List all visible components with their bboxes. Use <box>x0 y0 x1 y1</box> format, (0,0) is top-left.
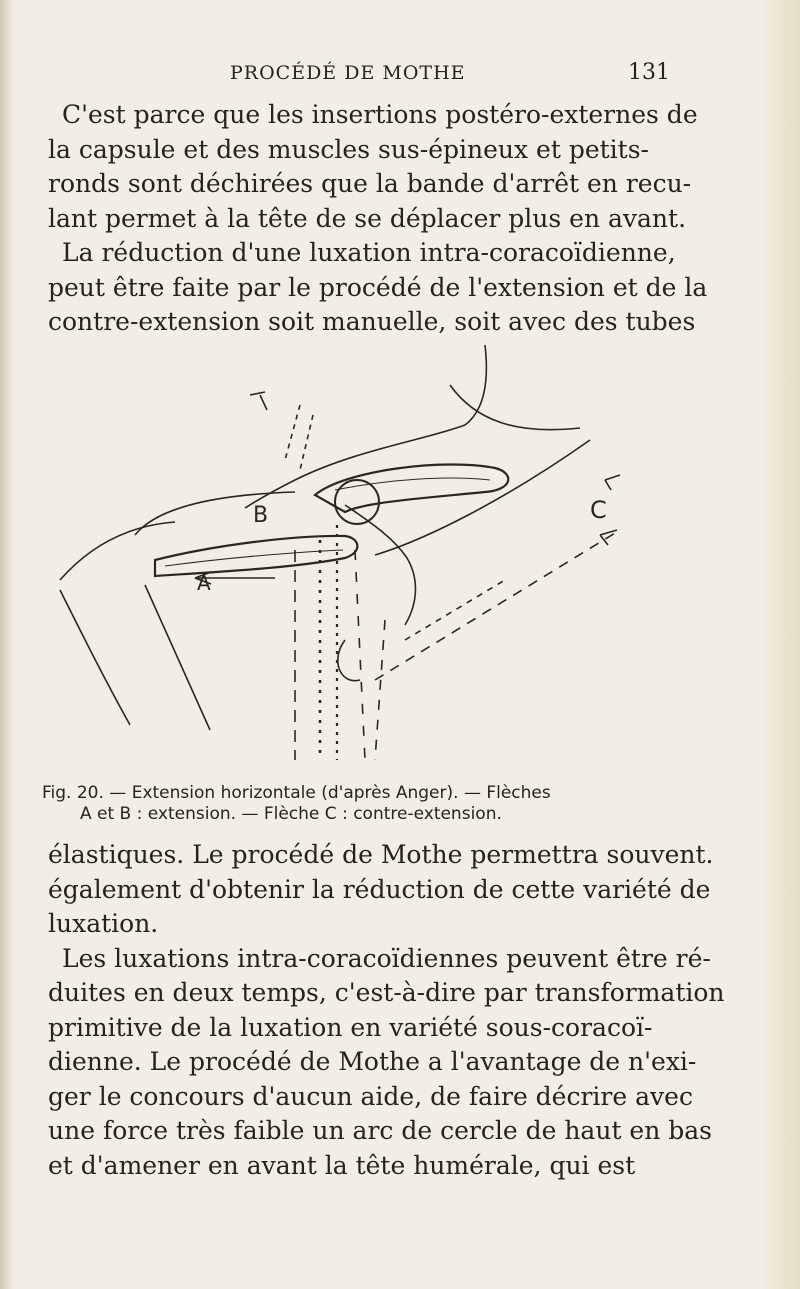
text-line: peut être faite par le procédé de l'extension et de la <box>48 272 708 302</box>
text-line: ger le concours d'aucun aide, de faire décrire avec <box>48 1081 693 1111</box>
text-line: luxation. <box>48 909 159 938</box>
running-title: PROCÉDÉ DE MOTHE <box>230 62 466 84</box>
text-line: également d'obtenir la réduction de cette variété de <box>48 874 711 904</box>
running-header <box>100 60 670 90</box>
page-number: 131 <box>628 60 670 85</box>
text-line: contre-extension soit manuelle, soit avec des tubes <box>48 307 696 336</box>
figure-caption <box>42 783 642 825</box>
text-line: Les luxations intra-coracoïdiennes peuvent être ré- <box>62 943 711 973</box>
text-line: La réduction d'une luxation intra-coracoïdienne, <box>62 238 676 267</box>
figure-label-c: C <box>590 496 607 524</box>
text-line: dienne. Le procédé de Mothe a l'avantage de n'exi- <box>48 1047 697 1076</box>
figure-label-a: A <box>197 571 211 595</box>
caption-line-2: A et B : extension. — Flèche C : contre-extension. <box>80 804 502 824</box>
text-line: la capsule et des muscles sus-épineux et petits- <box>48 134 649 164</box>
page-binding-edge <box>0 0 14 1289</box>
figure-extension-diagram <box>45 340 635 780</box>
text-line: et d'amener en avant la tête humérale, qui est <box>48 1150 636 1180</box>
paragraph-bottom <box>48 838 725 1183</box>
paragraph-top <box>48 98 708 340</box>
text-line: C'est parce que les insertions postéro-externes de <box>62 100 698 129</box>
text-line: duites en deux temps, c'est-à-dire par transformation <box>48 978 725 1007</box>
page-right-edge <box>760 0 800 1289</box>
caption-line-1: Fig. 20. — Extension horizontale (d'après Anger). — Flèches <box>42 783 551 803</box>
figure-label-b: B <box>253 503 269 528</box>
text-line: ronds sont déchirées que la bande d'arrêt en recu- <box>48 169 692 198</box>
text-line: une force très faible un arc de cercle de haut en bas <box>48 1116 713 1145</box>
text-line: primitive de la luxation en variété sous-coracoï- <box>48 1012 653 1042</box>
shoulder-diagram <box>45 340 635 780</box>
text-line: lant permet à la tête de se déplacer plus en avant. <box>48 203 687 233</box>
text-line: élastiques. Le procédé de Mothe permettra souvent. <box>48 840 714 869</box>
